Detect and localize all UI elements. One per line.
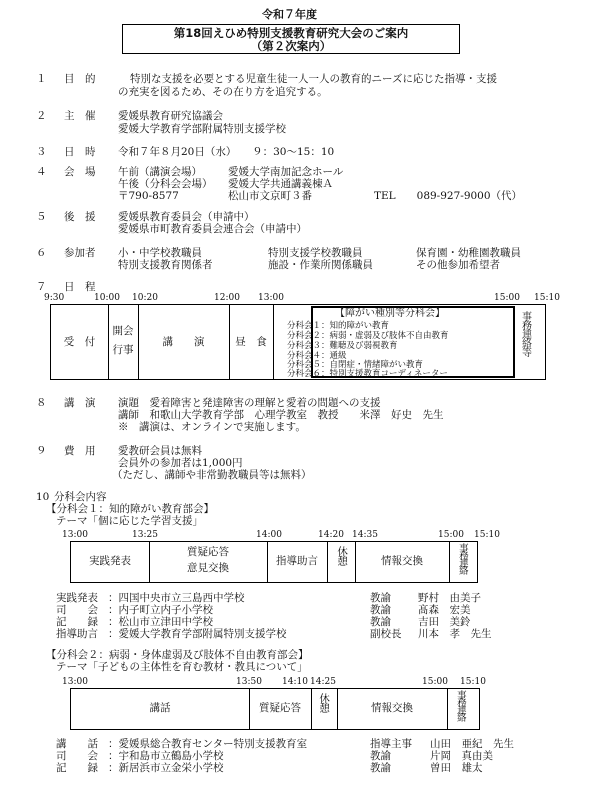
sched-sub-5: 分科会５：自閉症・情緒障がい教育 [287, 360, 424, 370]
s8-line3: ※ 講演は、オンラインで実施します。 [118, 421, 306, 433]
b2-staff-role-2: 司 会 [56, 750, 98, 762]
sched-reception: 受 付 [63, 336, 96, 348]
b2-time-1510: 15:10 [460, 677, 486, 687]
s8-line2: 講師 和歌山大学教育学部 心理学教室 教授 米澤 好史 先生 [118, 409, 444, 421]
bunka2-heading: 【分科会２：病弱・身体虚弱及び肢体不自由教育部会】 [46, 649, 309, 661]
s7-label: 日 程 [64, 281, 96, 293]
s10-label: 分科会内容 [54, 491, 107, 503]
b2-staff-name-3: 曽田 雄太 [430, 762, 483, 774]
b1-staff-title-3: 教諭 [370, 616, 391, 628]
b1-staff-role-3: 記 録 [56, 616, 98, 628]
page-subtitle: （第２次案内） [250, 39, 332, 53]
sched-time-1000: 10:00 [94, 293, 120, 303]
b2-staff-org-2: ：宇和島市立鶴島小学校 [108, 750, 224, 762]
bunka1-table [70, 541, 478, 583]
s8-line1: 演題 愛着障害と発達障害の理解と愛着の問題への支援 [118, 397, 381, 409]
sched-opening-l2: 行事 [112, 344, 134, 356]
b2-lecture: 講話 [149, 702, 171, 714]
b1-staff-title-1: 教諭 [370, 592, 391, 604]
b2-staff-name-2: 片岡 真由美 [430, 750, 493, 762]
s4-am-label: 午前（講演会場） [118, 166, 202, 178]
b2-contact: 事務連絡 [454, 690, 466, 720]
s2-label: 主 催 [64, 110, 96, 122]
b1-staff-role-4: 指導助言 [56, 628, 98, 640]
s4-zip: 〒790-8577 [118, 190, 179, 202]
s3-label: 日 時 [64, 146, 96, 158]
b2-staff-name-1: 山田 亜紀 先生 [430, 738, 514, 750]
b2-time-1500: 15:00 [422, 677, 448, 687]
s9-num: ９ [36, 445, 47, 457]
b1-time-1510: 15:10 [474, 530, 500, 540]
s5-line1: 愛媛県教育委員会（申請中） [118, 211, 255, 223]
b1-staff-title-2: 教諭 [370, 604, 391, 616]
b1-staff-name-3: 吉田 美鈴 [418, 616, 471, 628]
s2-num: ２ [36, 110, 47, 122]
page-title: 第18回えひめ特別支援教育研究大会のご案内 [173, 26, 409, 40]
s4-label: 会 場 [64, 166, 96, 178]
b1-exchange: 情報交換 [381, 555, 423, 567]
s4-pm-label: 午後（分科会会場） [118, 178, 213, 190]
s8-label: 講 演 [64, 397, 96, 409]
s5-label: 後 援 [64, 211, 96, 223]
b2-staff-org-1: ：愛媛県総合教育センター特別支援教育室 [108, 738, 308, 750]
sched-time-1300: 13:00 [258, 293, 284, 303]
s5-line2: 愛媛県市町教育委員会連合会（申請中） [118, 223, 307, 235]
b1-staff-name-1: 野村 由美子 [418, 592, 481, 604]
b1-staff-org-4: ：愛媛大学教育学部附属特別支援学校 [108, 628, 287, 640]
s4-am-place: 愛媛大学南加記念ホール [228, 166, 344, 178]
s7-num: ７ [36, 281, 47, 293]
bunka2-table [70, 688, 480, 730]
b1-time-1435: 14:35 [352, 530, 378, 540]
b2-staff-role-3: 記 録 [56, 762, 98, 774]
b2-break: 休憩 [318, 693, 331, 712]
s2-line1: 愛媛県教育研究協議会 [118, 110, 223, 122]
sched-time-1510: 15:10 [534, 293, 560, 303]
b2-staff-title-1: 指導主事 [370, 738, 412, 750]
sched-sub-title: 【障がい種別等分科会】 [335, 308, 445, 319]
b1-advice: 指導助言 [276, 555, 318, 567]
s1-line1: 特別な支援を必要とする児童生徒一人一人の教育的ニーズに応じた指導・支援 [130, 73, 497, 85]
s6-label: 参加者 [64, 247, 96, 259]
b1-qa-l2: 意見交換 [187, 562, 229, 574]
b1-time-1400: 14:00 [256, 530, 282, 540]
b1-contact: 事務連絡 [456, 543, 468, 573]
s4-address: 松山市文京町３番 [228, 190, 312, 202]
s9-line1: 愛教研会員は無料 [118, 445, 202, 457]
b2-staff-title-3: 教諭 [370, 762, 391, 774]
sched-sub-2: 分科会２：病弱・虚弱及び肢体不自由教育 [287, 331, 449, 341]
b2-time-1410: 14:10 [282, 677, 308, 687]
sched-sub-3: 分科会３：難聴及び弱視教育 [287, 341, 398, 351]
b2-exchange: 情報交換 [371, 702, 413, 714]
b2-staff-title-2: 教諭 [370, 750, 391, 762]
sched-time-0930: 9:30 [44, 293, 65, 303]
s6-c3r1: 保育園・幼稚園教職員 [416, 247, 521, 259]
b1-staff-name-4: 川本 孝 先生 [418, 628, 492, 640]
sched-contact: 事務連絡等 [519, 311, 531, 356]
s1-num: １ [36, 73, 47, 85]
s10-num: 10 [36, 491, 50, 503]
s9-line3: （ただし、講師や非常勤教職員等は無料） [112, 469, 312, 481]
b1-staff-role-1: 実践発表 [56, 592, 98, 604]
b1-presentation: 実践発表 [89, 555, 131, 567]
s6-c3r2: その他参加希望者 [416, 259, 500, 271]
s3-num: ３ [36, 146, 47, 158]
b2-staff-org-3: ：新居浜市立金栄小学校 [108, 762, 224, 774]
b1-staff-org-2: ：内子町立内子小学校 [108, 604, 213, 616]
sched-time-1500: 15:00 [494, 293, 520, 303]
sched-lecture: 講 演 [162, 336, 205, 348]
b1-time-1325: 13:25 [132, 530, 158, 540]
s1-label: 目 的 [64, 73, 96, 85]
b2-time-1425: 14:25 [310, 677, 336, 687]
s6-c1r1: 小・中学校教職員 [118, 247, 202, 259]
b1-time-1500: 15:00 [438, 530, 464, 540]
bunka1-theme: テーマ「個に応じた学習支援」 [56, 515, 203, 527]
bunka2-theme: テーマ「子どもの主体性を育む教材・教具について」 [56, 661, 308, 673]
sched-opening-l1: 開会 [112, 325, 134, 337]
sched-sub-4: 分科会４：通級 [287, 351, 347, 361]
b1-time-1420: 14:20 [318, 530, 344, 540]
s6-c2r1: 特別支援学校教職員 [268, 247, 363, 259]
s5-num: ５ [36, 211, 47, 223]
b1-staff-org-3: ：松山市立津田中学校 [108, 616, 213, 628]
b1-time-1300: 13:00 [62, 530, 88, 540]
s1-line2: の充実を図るため、その在り方を追究する。 [118, 86, 328, 98]
sched-time-1200: 12:00 [214, 293, 240, 303]
s6-num: ６ [36, 247, 47, 259]
header-era: 令和７年度 [262, 8, 317, 21]
title-box [122, 24, 460, 54]
b2-staff-role-1: 講 話 [56, 738, 98, 750]
sched-lunch: 昼 食 [235, 336, 267, 348]
s9-label: 費 用 [64, 445, 96, 457]
bunka1-heading: 【分科会１：知的障がい教育部会】 [46, 503, 214, 515]
schedule-table [50, 304, 546, 380]
sched-sub-1: 分科会１：知的障がい教育 [287, 321, 390, 331]
s2-line2: 愛媛大学教育学部附属特別支援学校 [118, 123, 286, 135]
s6-c1r2: 特別支援教育関係者 [118, 259, 213, 271]
b1-break: 休憩 [336, 546, 349, 565]
b2-time-1350: 13:50 [236, 677, 262, 687]
s4-pm-place: 愛媛大学共通講義棟Ａ [228, 178, 333, 190]
b2-time-1300: 13:00 [62, 677, 88, 687]
b1-staff-org-1: ：四国中央市立三島西中学校 [108, 592, 245, 604]
sched-time-1020: 10:20 [132, 293, 158, 303]
s9-line2: 会員外の参加者は1,000円 [118, 457, 243, 469]
s4-tel: TEL 089-927-9000（代） [374, 190, 523, 202]
b1-staff-title-4: 副校長 [370, 628, 402, 640]
sched-sub-6: 分科会６：特別支援教育コーディネーター [287, 369, 448, 379]
s3-line1: 令和７年８月20日（水） ９：30～15：10 [118, 146, 335, 158]
s6-c2r2: 施設・作業所関係職員 [268, 259, 373, 271]
b1-staff-role-2: 司 会 [56, 604, 98, 616]
s4-num: ４ [36, 166, 47, 178]
s8-num: ８ [36, 397, 47, 409]
b1-qa-l1: 質疑応答 [187, 546, 229, 558]
b1-staff-name-2: 髙森 宏美 [418, 604, 471, 616]
b2-qa: 質疑応答 [259, 702, 301, 714]
